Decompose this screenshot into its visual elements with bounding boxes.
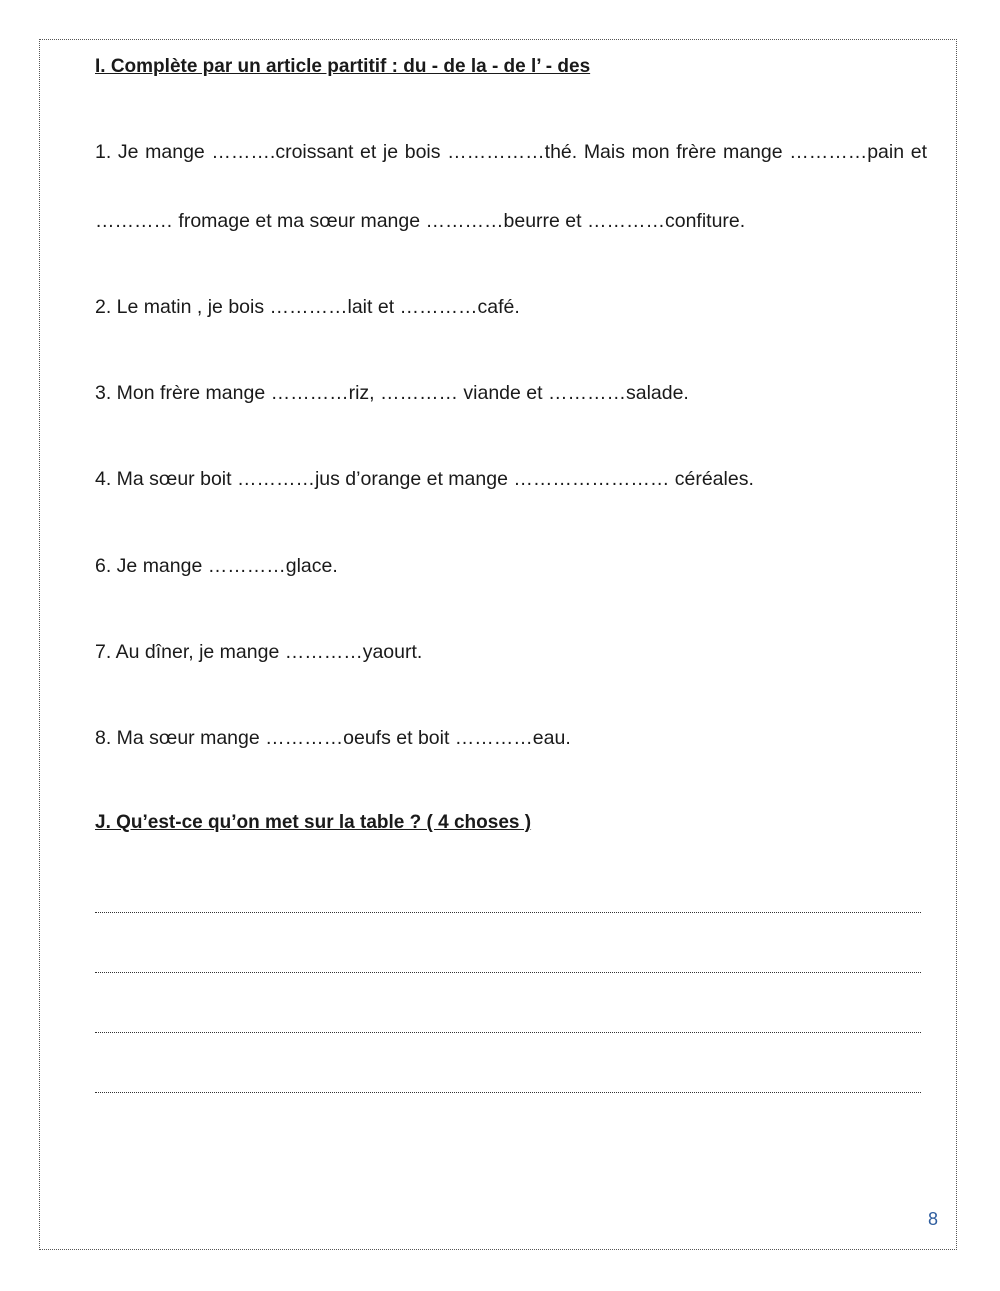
exercise-4: 4. Ma sœur boit …………jus d’orange et mange …………………… céréales. — [95, 468, 754, 490]
exercise-1-line-2: ………… fromage et ma sœur mange …………beurre et …………confiture. — [95, 210, 746, 232]
exercise-8: 8. Ma sœur mange …………oeufs et boit …………eau. — [95, 727, 571, 749]
answer-line[interactable] — [95, 972, 921, 973]
page-number: 8 — [927, 1209, 938, 1229]
exercise-7: 7. Au dîner, je mange …………yaourt. — [95, 641, 423, 663]
answer-line[interactable] — [95, 1092, 921, 1093]
exercise-2: 2. Le matin , je bois …………lait et …………café. — [95, 296, 520, 318]
answer-line[interactable] — [95, 912, 921, 913]
exercise-6: 6. Je mange …………glace. — [95, 555, 338, 577]
exercise-3: 3. Mon frère mange …………riz, ………… viande et …………salade. — [95, 382, 689, 404]
answer-line[interactable] — [95, 1032, 921, 1033]
section-j-heading: J. Qu’est-ce qu’on met sur la table ? ( 4 choses ) — [95, 812, 532, 833]
exercise-1-line-1: 1. Je mange ……….croissant et je bois ……………thé. Mais mon frère mange …………pain et — [95, 141, 927, 163]
section-i-heading: I. Complète par un article partitif : du - de la - de l’ - des — [95, 56, 591, 77]
